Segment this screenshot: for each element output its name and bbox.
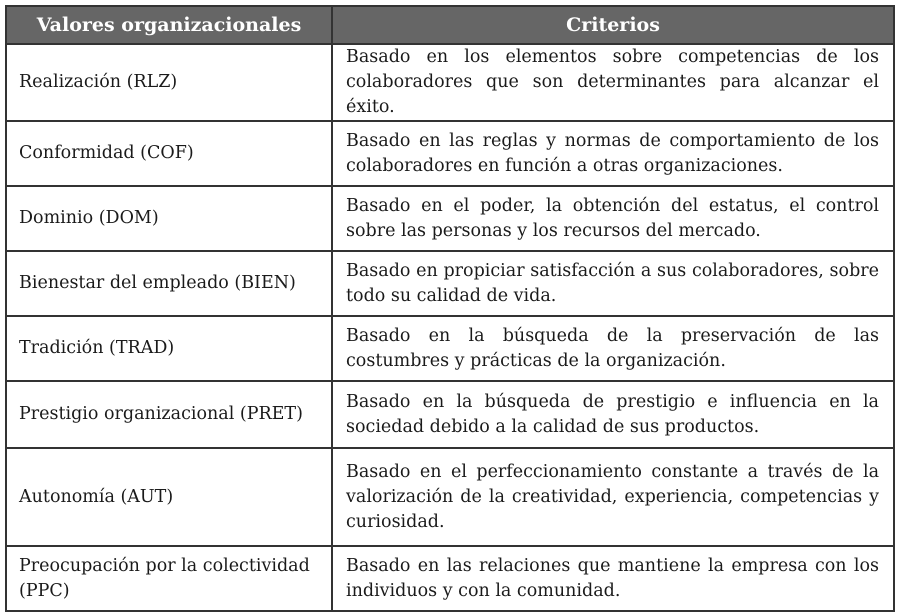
cell-criterio: Basado en las reglas y normas de comportamiento de los colaboradores en función a otras organizaciones.: [332, 121, 894, 186]
table-row: [6, 448, 894, 546]
cell-criterio: Basado en las relaciones que mantiene la empresa con los individuos y con la comunidad.: [332, 546, 894, 611]
cell-valor: Realización (RLZ): [6, 44, 332, 121]
cell-criterio: Basado en los elementos sobre competencias de los colaboradores que son determinantes para alcanzar el éxito.: [332, 44, 894, 121]
column-header-valores: Valores organizacionales: [6, 6, 332, 44]
cell-criterio: Basado en el perfeccionamiento constante a través de la valorización de la creatividad, experiencia, competencias y curiosidad.: [332, 448, 894, 546]
cell-valor: Bienestar del empleado (BIEN): [6, 251, 332, 316]
cell-valor: Conformidad (COF): [6, 121, 332, 186]
cell-valor: Prestigio organizacional (PRET): [6, 381, 332, 448]
cell-valor: Tradición (TRAD): [6, 316, 332, 381]
table-row: [6, 316, 894, 381]
table-row: [6, 381, 894, 448]
cell-valor: Autonomía (AUT): [6, 448, 332, 546]
cell-criterio: Basado en la búsqueda de la preservación de las costumbres y prácticas de la organización.: [332, 316, 894, 381]
table-row: [6, 186, 894, 251]
cell-valor: Preocupación por la colectividad (PPC): [6, 546, 332, 611]
column-header-criterios: Criterios: [332, 6, 894, 44]
cell-valor: Dominio (DOM): [6, 186, 332, 251]
values-criteria-table: [5, 5, 895, 612]
table-row: [6, 251, 894, 316]
cell-criterio: Basado en propiciar satisfacción a sus colaboradores, sobre todo su calidad de vida.: [332, 251, 894, 316]
cell-criterio: Basado en el poder, la obtención del estatus, el control sobre las personas y los recursos del mercado.: [332, 186, 894, 251]
table-row: [6, 121, 894, 186]
cell-criterio: Basado en la búsqueda de prestigio e influencia en la sociedad debido a la calidad de sus productos.: [332, 381, 894, 448]
table-row: [6, 546, 894, 611]
table-row: [6, 44, 894, 121]
table-header-row: [6, 6, 894, 44]
